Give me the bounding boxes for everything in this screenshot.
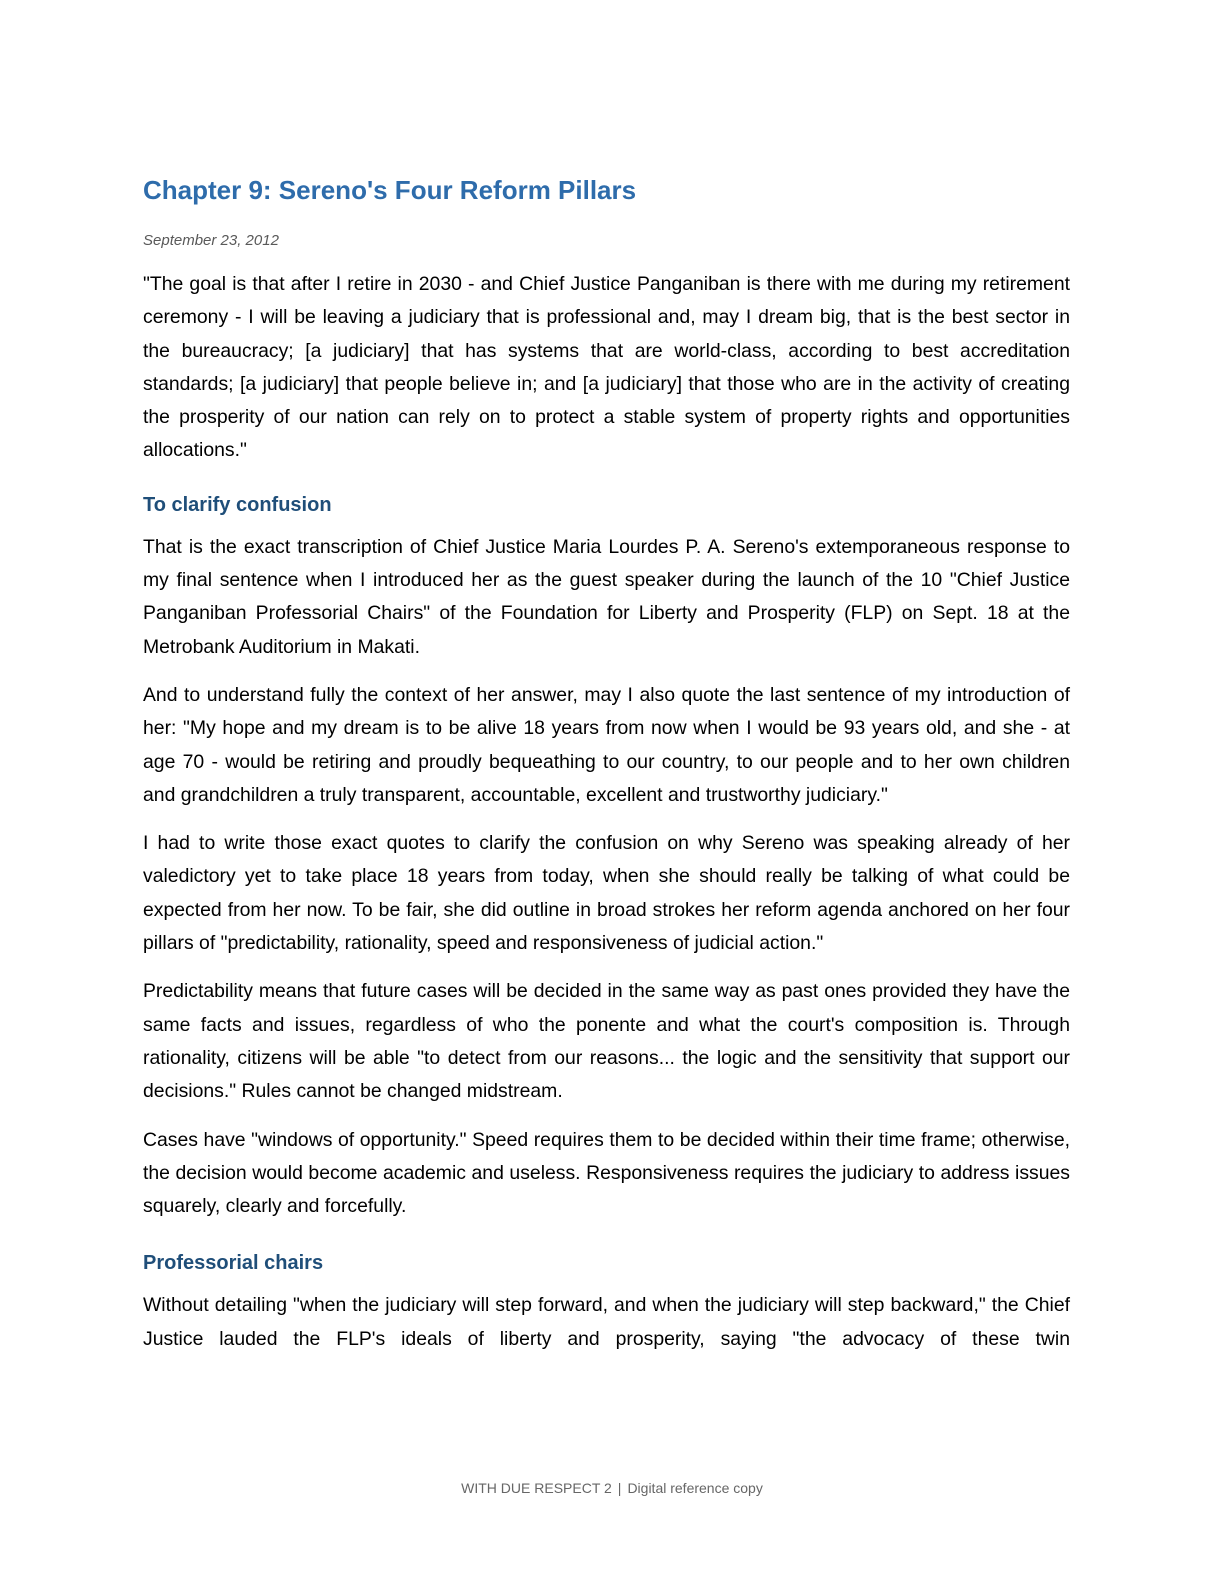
- publication-date: September 23, 2012: [143, 232, 279, 249]
- section-heading-professorial-chairs: Professorial chairs: [143, 1252, 324, 1275]
- page-footer: [0, 1478, 1224, 1498]
- body-paragraph: And to understand fully the context of her answer, may I also quote the last sentence of my introduction of her: "My hope and my dream is to be alive 18 years from now when I would be 93 years old, and she - at age 70 - would be retiring and proudly bequeathing to our country, to our people and to her own children and grandchildren a truly transparent, accountable, excellent and trustworthy judiciary.": [143, 683, 1070, 806]
- body-paragraph: That is the exact transcription of Chief Justice Maria Lourdes P. A. Sereno's extemporaneous response to my final sentence when I introduced her as the guest speaker during the launch of the 10 "Chief Justice Panganiban Professorial Chairs" of the Foundation for Liberty and Prosperity (FLP) on Sept. 18 at the Metrobank Auditorium in Makati.: [143, 535, 1070, 658]
- body-paragraph: Cases have "windows of opportunity." Speed requires them to be decided within their time frame; otherwise, the decision would become academic and useless. Responsiveness requires the judiciary to address issues squarely, clearly and forcefully.: [143, 1128, 1070, 1218]
- body-paragraph: Without detailing "when the judiciary will step forward, and when the judiciary will step backward," the Chief Justice lauded the FLP's ideals of liberty and prosperity, saying "the advocacy of these twin: [143, 1294, 1070, 1350]
- body-paragraph: I had to write those exact quotes to clarify the confusion on why Sereno was speaking already of her valedictory yet to take place 18 years from today, when she should really be talking of what could be expected from her now. To be fair, she did outline in broad strokes her reform agenda anchored on her four pillars of "predictability, rationality, speed and responsiveness of judicial action.": [143, 832, 1070, 955]
- body-paragraph: Predictability means that future cases will be decided in the same way as past ones provided they have the same facts and issues, regardless of who the ponente and what the court's composition is. Through rationality, citizens will be able "to detect from our reasons... the logic and the sensitivity that support our decisions." Rules cannot be changed midstream.: [143, 980, 1070, 1103]
- opening-quote: "The goal is that after I retire in 2030 - and Chief Justice Panganiban is there with me during my retirement ceremony - I will be leaving a judiciary that is professional and, may I dream big, that is the best sector in the bureaucracy; [a judiciary] that has systems that are world-class, according to best accreditation standards; [a judiciary] that people believe in; and [a judiciary] that those who are in the activity of creating the prosperity of our nation can rely on to protect a stable system of property rights and opportunities allocations.": [143, 273, 1070, 462]
- document-page: [143, 168, 1070, 1356]
- footer-copy-note: Digital reference copy: [627, 1480, 763, 1496]
- footer-book-title: WITH DUE RESPECT 2: [461, 1480, 612, 1496]
- chapter-title: Chapter 9: Sereno's Four Reform Pillars: [143, 175, 637, 205]
- section-heading-clarify-confusion: To clarify confusion: [143, 493, 332, 516]
- footer-separator: |: [617, 1480, 622, 1496]
